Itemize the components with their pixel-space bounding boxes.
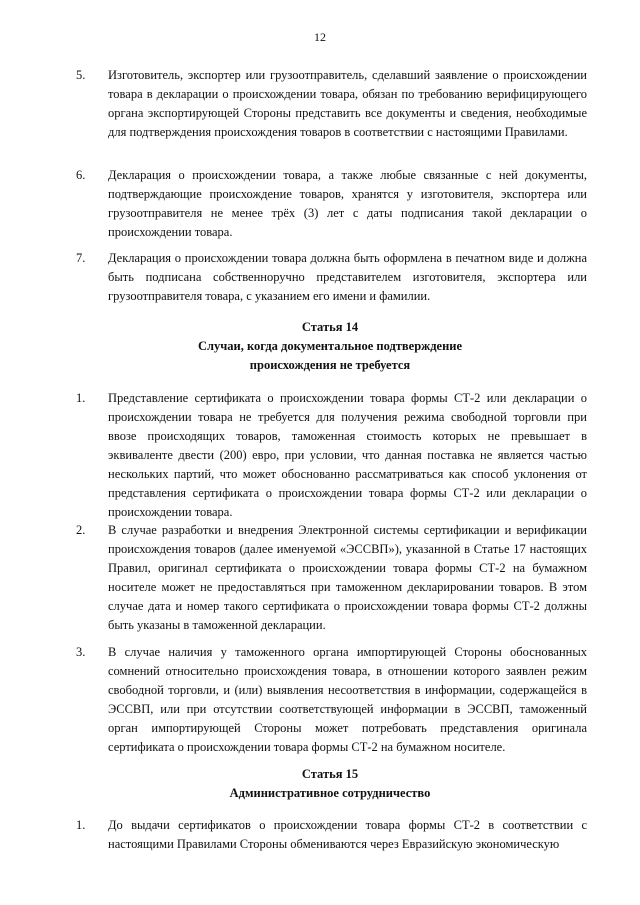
item-text: Декларация о происхождении товара, а также любые связанные с ней документы, подтверждающие происхождение товаров, хранятся у изготовителя, экспортера или грузоотправителя не менее трёх (3) лет с даты подписания такой декларации о происхождении товара.	[108, 168, 587, 239]
item-text: Представление сертификата о происхождении товара формы СТ-2 или декларации о происхождении товара не требуется для получения режима свободной торговли при ввозе происходящих товаров, таможенная стоимость которых не превышает в эквиваленте двести (200) евро, при условии, что данная поставка не является частью нескольких партий, что может обоснованно рассматриваться как способ уклонения от представления сертификата о происхождении товара формы СТ-2 или декларации о происхождении товара.	[108, 391, 587, 519]
list-item	[76, 249, 587, 306]
list-item	[76, 166, 587, 242]
item-number: 6.	[76, 168, 86, 182]
article-title-line: Административное сотрудничество	[229, 786, 431, 800]
item-number: 1.	[76, 818, 86, 832]
item-number: 2.	[76, 523, 86, 537]
item-text: До выдачи сертификатов о происхождении товара формы СТ-2 в соответствии с настоящими Правилами Стороны обмениваются через Евразийскую экономическую	[108, 818, 587, 851]
item-number: 5.	[76, 68, 86, 82]
item-number: 3.	[76, 645, 86, 659]
list-item	[76, 521, 587, 635]
article-15-heading	[60, 765, 600, 803]
list-item	[76, 816, 587, 854]
article-label: Статья 14	[301, 320, 359, 334]
article-title-line: Случаи, когда документальное подтверждение	[197, 339, 463, 353]
article-title-line: происхождения не требуется	[249, 358, 411, 372]
item-text: Декларация о происхождении товара должна быть оформлена в печатном виде и должна быть подписана собственноручно представителем изготовителя, экспортера или грузоотправителя товара, с указанием его имени и фамилии.	[108, 251, 587, 303]
item-text: В случае разработки и внедрения Электронной системы сертификации и верификации происхождения товаров (далее именуемой «ЭССВП»), указанной в Статье 17 настоящих Правил, оригинал сертификата о происхождении товара формы СТ-2 на бумажном носителе может не предоставляться при таможенном декларировании товаров. В этом случае дата и номер такого сертификата о происхождении товара формы СТ-2 должны быть указаны в таможенной декларации.	[108, 523, 587, 632]
article-label: Статья 15	[301, 767, 359, 781]
article-14-heading	[60, 318, 600, 375]
item-number: 1.	[76, 391, 86, 405]
list-item	[76, 643, 587, 757]
page-number: 12	[314, 30, 326, 44]
list-item	[76, 66, 587, 142]
item-text: В случае наличия у таможенного органа импортирующей Стороны обоснованных сомнений относительно происхождения товара, в отношении которого заявлен режим свободной торговли, и (или) выявления несоответствия в информации, содержащейся в ЭССВП, или при отсутствии соответствующей информации в ЭССВП, таможенный орган импортирующей Стороны может потребовать представления оригинала сертификата о происхождении товара формы СТ-2 на бумажном носителе.	[108, 645, 587, 754]
item-text: Изготовитель, экспортер или грузоотправитель, сделавший заявление о происхождении товара в декларации о происхождении товара, обязан по требованию верифицирующего органа экспортирующей Стороны представить все документы и сведения, необходимые для подтверждения происхождения товаров в соответствии с настоящими Правилами.	[108, 68, 587, 139]
item-number: 7.	[76, 251, 86, 265]
list-item	[76, 389, 587, 522]
